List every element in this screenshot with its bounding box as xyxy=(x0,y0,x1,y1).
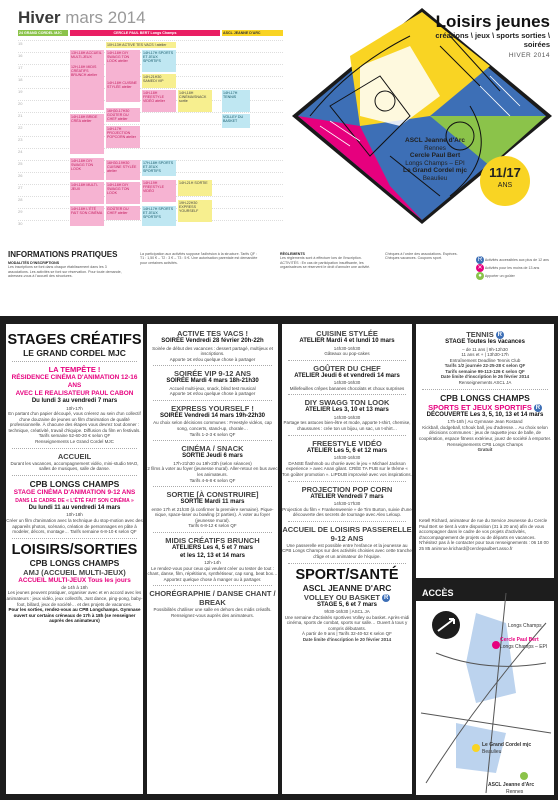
day-label: 24 xyxy=(18,149,23,154)
info-col-1 xyxy=(8,261,126,279)
gouter-line: ATELIER Jeudi 6 et vendredi 14 mars xyxy=(294,372,400,379)
schedule-block: 14H-17H SPORTS ET JEUX SPORTIFS xyxy=(142,50,176,72)
midi-line: ATELIERS Les 4, 5 et 7 mars xyxy=(172,545,253,551)
panel-ateliers xyxy=(282,324,412,794)
divider xyxy=(422,389,548,390)
freestyle-text: DANSE flashmob ou chorée avec le jeu « Michael Jackson experience » avec Anan gilant. CRÉE TA PUB sur le thème « Ton goûter promotion ». LIPDUB improvisé avec vos inspirations. xyxy=(282,460,412,477)
express-text: Au choix selon décisions communes : Freestyle vidéos, cap song, concerts, stand-up, chorale… xyxy=(153,420,272,432)
divider xyxy=(153,440,272,441)
residence-contact: Renseignements Le Grand Cordel MJC xyxy=(35,439,114,445)
tennis-title-text: TENNIS xyxy=(466,330,494,339)
day-label: 25 xyxy=(18,161,23,166)
divider xyxy=(12,538,137,539)
volley-hours: 9h30-16h30 | ASCL JA xyxy=(324,609,370,615)
org-ascl-city: Rennes xyxy=(424,144,446,152)
divider xyxy=(288,563,406,564)
access-title: ACCÈS xyxy=(422,588,454,598)
legend-1: Activités accessibles aux plus de 12 ans xyxy=(484,257,549,262)
legend-3: Apporter un goûter xyxy=(484,273,515,278)
schedule-block: 14H-18H BRIDE CRÉA atelier xyxy=(70,114,104,154)
legend-2: Activités pour les moins de 13 ans xyxy=(484,265,540,270)
schedule-block: 12H-18H MIDIS CRÉATIFS BRUNCH atelier xyxy=(70,64,104,86)
day-label: 19 xyxy=(18,89,23,94)
residence-title: RÉSIDENCE CINÉMA D'ANIMATION 12-16 ANS xyxy=(11,374,138,389)
amj-text: Les jeunes peuvent pratiquer, organiser avec et en accord avec les animateurs : jeux vidéo, jeux collectifs, Just dance, ping-pong, baby-foot, billard, jeux de société… et des projets de vacances. xyxy=(6,590,143,607)
divider xyxy=(12,361,137,362)
stage-anim-hours: 10h-18h xyxy=(66,512,83,518)
day-label: 21 xyxy=(18,113,23,118)
cpb-title-2: CPB LONGS CHAMPS xyxy=(440,392,530,403)
divider xyxy=(288,394,406,395)
choreo-text: Possibilités d'utiliser une salle en dehors des midis créatifs. Renseignez-vous auprès des animateurs. xyxy=(153,607,272,618)
accueil-text: Durant les vacances, accompagnement vidéo, mini-studio MAO, salles de musiques, salle de danse. xyxy=(10,460,139,472)
tennis-title xyxy=(416,330,554,339)
schedule-block: 14H-21H SORTIE xyxy=(178,180,212,196)
cinema-hours: 17h-21h30 ou 19h-23h (selon séances) xyxy=(173,460,252,466)
sjs-line: DÉCOUVERTE Les 3, 5, 10, 13 et 14 mars xyxy=(426,411,544,418)
day-line xyxy=(18,148,283,149)
legend-x-icon: ✕ xyxy=(477,265,483,271)
volley-title-text: VOLLEY OU BASKET xyxy=(303,592,381,602)
schedule-block: 14H-19H FREESTYLE VIDÉO xyxy=(142,180,176,202)
residence-tarif: Tarifs semaine 52-60-20 € selon QF xyxy=(38,433,111,439)
org-mjc-sub: Beaulieu xyxy=(422,174,448,182)
gouter-title: GOÛTER DU CHEF xyxy=(313,363,381,373)
info-col-3-heading: RÈGLEMENTS xyxy=(280,252,305,256)
sjs-hours: 17h-18h | Au Gymnase Jean Rostand xyxy=(447,419,523,425)
diy-line: ATELIER Les 3, 10 et 13 mars xyxy=(305,407,389,414)
amj-title: AMJ (ACCUEIL MULTI-JEUX) xyxy=(23,567,126,577)
diy-title: DIY SWAGG TON LOOK xyxy=(304,398,390,408)
tempete-title: LA TEMPÊTE ! xyxy=(48,365,101,374)
cinema-title: CINÉMA / SNACK xyxy=(181,444,244,454)
volley-title xyxy=(282,593,412,602)
day-label: 22 xyxy=(18,125,23,130)
sjs-tarif: Gratuit xyxy=(477,447,493,453)
cpb-title: CPB LONGS CHAMPS xyxy=(29,478,120,489)
panel-ketell xyxy=(416,515,554,577)
midi-text: Le rendez-vous pour ceux qui veulent créer ou tester de tout : chant, danse, film, répétitions, synthétiseur, cap song, beat box… Apportez quelque chose à manger ou à partager. xyxy=(147,565,278,582)
schedule-block: 14H-18H DIY SWAGG TON LOOK xyxy=(70,158,104,180)
map-label-5: Beaulieu xyxy=(482,749,502,755)
poster-season: HIVER 2014 xyxy=(508,52,550,59)
day-label: 28 xyxy=(18,197,23,202)
panel-soirees xyxy=(147,324,278,794)
legend-r-icon: R xyxy=(477,257,483,263)
divider xyxy=(12,448,137,449)
schedule-block: 14H-18H MULTI-JEUX xyxy=(70,182,104,204)
sortie-title: SORTIE [À CONSTRUIRE] xyxy=(166,490,259,500)
map-label-4: Le Grand Cordel mjc xyxy=(482,742,532,748)
midi-line-2: et les 12, 13 et 14 mars xyxy=(179,552,246,559)
popcorn-hours: 14h30-17h30 xyxy=(333,501,361,507)
day-label: 29 xyxy=(18,209,23,214)
schedule-block: 14H-21H30 SAMEDI VIP xyxy=(142,74,176,88)
info-col-1-heading: MODALITÉS D'INSCRIPTIONS xyxy=(8,261,60,265)
avtv-line: SOIRÉE Vendredi 28 février 20h-22h xyxy=(161,338,264,344)
avtv-text: Soirée de début des vacances : dessert partagé, multijeux et inscriptions. xyxy=(152,345,273,357)
popcorn-line: ATELIER Vendredi 7 mars xyxy=(310,493,384,500)
ketell-text: Ketell Richard, animateur de rue du Service Jeunesse du Cercle Paul Bert se tient à votre disposition (31 à 20 ans) afin de vous accompagner dans le cadre de vos projets d'activités, d'accompagnement de projets ou de départs en vacances. N'hésitez pas à le contacter pour tous renseignements : 06 18 00 25 85 animrue.krichard@cerclepaulbert.asso.fr xyxy=(419,518,549,551)
schedule-grid xyxy=(18,30,283,230)
amj-bold: Pour les sorties, rendez-vous au CPB Longchamps. Gymnase ouvert sur certains créneaux de 17h à 18h (se renseigner auprès des animateurs) xyxy=(8,607,141,624)
popcorn-title: PROJECTION POP CORN xyxy=(301,484,393,494)
residence-dates: Du lundi 3 au vendredi 7 mars xyxy=(31,398,118,404)
stage-anim-title: STAGE CINÉMA D'ANIMATION 9-12 ANS xyxy=(13,488,136,496)
freestyle-line: ATELIER Les 5, 6 et 12 mars xyxy=(306,447,388,454)
residence-sub: AVEC LE REALISATEUR PAUL CABON xyxy=(15,390,134,397)
choreo-title: CHORÉGRAPHIE / DANSE CHANT / BREAK xyxy=(149,589,276,608)
volley-tarif: À partir de 9 ans | Tarifs 32-40-52 € selon QF xyxy=(302,631,392,637)
schedule-block: 14H-17H TENNIS xyxy=(222,90,250,112)
stage-anim-dates: Du lundi 11 au vendredi 14 mars xyxy=(28,504,121,511)
schedule-block: 14H-18H CUISINE STYLÉE atelier xyxy=(106,80,140,102)
season-label: Hiver xyxy=(18,8,61,27)
passerelle-title: ACCUEIL DE LOISIRS PASSERELLE 9-12 ANS xyxy=(282,524,412,543)
gouter-hours: 14h30-16h30 xyxy=(333,380,361,386)
r-badge-icon: R xyxy=(497,332,502,339)
loisirs-title: LOISIRS/SORTIES xyxy=(11,541,138,558)
org-cpb: Cercle Paul Bert xyxy=(409,152,461,159)
divider xyxy=(288,435,406,436)
sjs-title xyxy=(416,403,554,412)
amj-line: ACCUEIL MULTI-JEUX Tous les jours xyxy=(18,576,131,584)
express-title: EXPRESS YOURSELF ! xyxy=(171,403,254,413)
tennis-line: STAGE Toutes les vacances xyxy=(445,339,525,346)
accueil-title: ACCUEIL xyxy=(57,451,92,461)
map-label-3: Longs Champs – EPI xyxy=(500,644,548,650)
schedule-header-mjc: 24 GRAND CORDEL MJC xyxy=(18,30,68,36)
express-line: SOIRÉE Vendredi 14 mars 19h-22h30 xyxy=(159,412,266,419)
schedule-block: 14H-18H DIY SWAGG TON LOOK atelier xyxy=(106,50,140,80)
cuisine-title: CUISINE STYLÉE xyxy=(316,329,378,338)
info-col-2: La participation aux activités suppose l'adhésion à la structure. Tarifs QF : T1 : 1,50 € – T2 : 3 € – T3 : 5 €. Une autorisation parentale est demandée pour certaines activités. xyxy=(140,252,258,265)
org-mjc: Le Grand Cordel mjc xyxy=(403,167,467,174)
vip-title: SOIRÉE VIP 9-12 ANS xyxy=(173,369,252,379)
map-svg xyxy=(416,583,554,795)
schedule-block: 14H-18H L'ÉTÉ FAIT SON CINÉMA xyxy=(70,206,104,226)
age-badge xyxy=(480,156,530,206)
divider xyxy=(153,365,272,366)
freestyle-hours: 14h30-16h30 xyxy=(333,455,361,461)
sjs-title-text: SPORTS ET JEUX SPORTIFS xyxy=(428,402,532,412)
tennis-note: Entraînement Deadline Tennis Club xyxy=(449,357,521,363)
info-col-3 xyxy=(280,252,375,270)
day-label: 26 xyxy=(18,173,23,178)
cuisine-text: Gâteaux ou pop-cakes xyxy=(324,351,370,357)
org-ascl: ASCL Jeanne d'Arc xyxy=(405,137,465,144)
schedule-block: 13H-18H ACCUEIL MULTI-JEUX xyxy=(70,50,104,110)
divider xyxy=(288,481,406,482)
divider xyxy=(153,585,272,586)
map-label-6: ASCL Jeanne d'Arc xyxy=(488,782,535,788)
divider xyxy=(153,400,272,401)
tennis-tarif-2: Tarifs semaine 99-113-126 € selon QF xyxy=(445,368,525,374)
vip-text: Accueil multi-jeux, snack, blind test musical xyxy=(169,385,256,391)
info-col-4: Chèques à l'ordre des associations. Espèces. Chèques vacances. Coupons sport. xyxy=(385,252,458,261)
midi-title: MIDIS CRÉATIFS BRUNCH xyxy=(165,536,260,545)
day-line xyxy=(18,112,283,113)
cuisine-hours: 14h30-16h30 xyxy=(333,345,361,351)
schedule-block: 14H-17H PROJECTION POPCORN atelier xyxy=(106,126,140,148)
schedule-block: 16H30-17H30 GOÛTER DU CHEF atelier xyxy=(106,108,140,122)
month-label: mars 2014 xyxy=(65,8,146,27)
sport-title: SPORT/SANTÉ xyxy=(295,566,399,583)
sortie-text: entre 17h et 21h30 (à confirmer la première semaine). Pique-nique, space-laser ou bowling (2 parties). À voter au foyer (jeunesse mural). xyxy=(151,506,274,523)
cinema-text: 2 films à voter au foyer (jeunesse mural). Aller-retour en bus avec les animateurs. xyxy=(147,466,278,477)
popcorn-text: Projection du film « Frankenweenie » de Tim Burton, suivie d'une découverte des secrets de tournage avec Alex Leloup. xyxy=(282,506,412,518)
map-pin-cpb xyxy=(492,641,500,649)
schedule-block: GOÛTER DU CHEF atelier xyxy=(106,206,140,220)
schedule-block: 14H-18H CINÉMA/SNACK sortie xyxy=(178,90,212,112)
tennis-contact: Renseignements ASCL JA xyxy=(458,380,512,386)
day-label: 18 xyxy=(18,77,23,82)
schedule-header-cpb: CERCLE PAUL BERT Longs Champs xyxy=(70,30,220,36)
day-line xyxy=(18,88,283,89)
info-legend xyxy=(476,256,556,280)
org-cpb-sub: Longs Champs – EPI xyxy=(405,159,465,167)
diy-text: Partage tes astuces bien-être et mode, apporte t-shirt, chemise, chaussures : crée ton un bijou, un sac, un t-shirt… xyxy=(283,420,411,432)
access-map xyxy=(416,583,554,795)
schedule-block: 19H-22H30 EXPRESS YOURSELF xyxy=(178,200,212,222)
legend-snack-icon: ● xyxy=(476,272,484,280)
schedule-block: 16H30-19H30 CUISINE STYLÉE atelier xyxy=(106,160,140,180)
sortie-line: SORTIE Mardi 11 mars xyxy=(180,499,245,506)
schedule-block: VOLLEY DU BASKET xyxy=(222,114,250,128)
age-unit: ANS xyxy=(497,182,513,189)
sortie-tarif: Tarifs 6-8-12 € selon QF xyxy=(188,523,237,529)
tennis-sub-1: – de 11 ans | 9h-12h30 xyxy=(462,346,508,352)
day-line xyxy=(18,40,283,41)
info-col-3-text: Les règlements sont à effectuer lors de l'inscription. ACTIVITÉS : En cas de participation insuffisante, les organisateurs se réservent le droit d'annuler une activité. xyxy=(280,256,371,270)
sport-venue: ASCL JEANNE D'ARC xyxy=(302,582,392,593)
diy-hours: 14h30-16h30 xyxy=(333,414,361,420)
volley-line: STAGE 5, 6 et 7 mars xyxy=(317,601,377,608)
cinema-tarif: Tarifs 4-6-8 € selon QF xyxy=(189,477,236,483)
volley-date: Date limite d'inscription le 20 février 2014 xyxy=(302,637,392,643)
day-label: 17 xyxy=(18,65,23,70)
divider xyxy=(288,360,406,361)
vip-tarif: Apporte 1€ et/ou quelque chose à partager xyxy=(169,391,256,397)
avtv-tarif: Apporte 1€ et/ou quelque chose à partager xyxy=(169,356,256,362)
divider xyxy=(153,486,272,487)
day-label: 15 xyxy=(18,41,23,46)
day-label: 23 xyxy=(18,137,23,142)
schedule-header-ascl: ASCL JEANNE D'ARC xyxy=(222,30,283,36)
map-label-7: Rennes xyxy=(506,789,524,795)
age-range: 11/17 xyxy=(489,165,521,180)
page-title xyxy=(18,8,146,28)
day-label: 20 xyxy=(18,101,23,106)
freestyle-title: FREESTYLE VIDÉO xyxy=(312,438,382,448)
loisirs-venue: CPB LONGS CHAMPS xyxy=(29,557,120,568)
cuisine-line: ATELIER Mardi 4 et lundi 10 mars xyxy=(299,338,395,344)
poster-title: Loisirs jeunes xyxy=(435,12,550,31)
day-label: 16 xyxy=(18,53,23,58)
schedule-block: 14H-18H FREESTYLE VIDÉO atelier xyxy=(142,90,176,112)
volley-text: Une semaine d'activités sportives Volley ou basket. Après-midi cinéma, sports de combat, sports sur salle… Ouvert à tous y compris débutants. xyxy=(284,614,410,631)
map-pin-ascl xyxy=(520,772,528,780)
midi-hours: 12h-14h xyxy=(204,560,221,565)
divider xyxy=(153,532,272,533)
sjs-text: Kickball, dodgeball, tchouk ball, jeu d'adresse… Au choix selon décisions communes : jeux de raquette jeux de balle, de coopération, espace fitness extérieur, jouez de société à emporter. xyxy=(418,424,552,441)
panel-stages-creatifs xyxy=(6,324,143,794)
schedule-block: 10H-13H ACTIVE TES VACS ! atelier xyxy=(106,42,176,48)
schedule-block: 14H-18H DIY SWAGG TON LOOK xyxy=(106,182,140,204)
gouter-text: Millefeuilles crêpes bananes chocolats et choux surprises xyxy=(289,385,405,391)
map-label-2: Cercle Paul Bert xyxy=(500,637,539,643)
r-badge-icon: R xyxy=(383,594,389,601)
residence-text: En partant d'un papier découpé, vous créerez au sein d'un collectif d'une douzaine de jeunes un film d'animation de qualité professionnelle. À chacune des étapes vous devrez tout donner : technique, créativité, travail d'équipe. Diffusion du film en festivals. xyxy=(8,411,141,433)
r-badge-icon: R xyxy=(535,404,541,411)
amj-hours: de 14h à 18h xyxy=(61,584,88,590)
poster-subtitle: créations \ jeux \ sports sorties \ soirées xyxy=(435,31,550,49)
map-label-1: Longs Champs xyxy=(508,623,542,629)
day-label: 27 xyxy=(18,185,23,190)
tennis-sub-2: 11 ans et + | 13h30-17h xyxy=(461,352,509,358)
residence-hours: 10h-17h xyxy=(66,405,83,411)
info-col-1-text: Les inscriptions se font dans chaque établissement dans les 3 associations. Les activités se font sur réservation. Pour toute demande, adressez-vous à l'accueil des structures. xyxy=(8,265,122,279)
divider xyxy=(12,475,137,476)
stage-anim-text: Créer un film d'animation avec la technique du stop-motion avec des appareils photos, scénario, création de personnages en pâte à modeler, décors, montage… Tarifs semaine 6-8-10 € selon QF xyxy=(6,517,143,535)
sjs-contact: Renseignements CPB Longs Champs xyxy=(447,441,523,447)
cinema-line: SORTIE Jeudi 6 mars xyxy=(182,453,243,460)
schedule-block: 14H-17H SPORTS ET JEUX SPORTIFS xyxy=(142,206,176,226)
day-label: 30 xyxy=(18,221,23,226)
avtv-title: ACTIVE TES VACS ! xyxy=(176,329,249,338)
tennis-tarif: Tarifs 1/2 journée 22-25-28 € selon QF xyxy=(444,363,526,369)
schedule-block: 17H-18H SPORTS ET JEUX SPORTIFS xyxy=(142,160,176,176)
express-tarif: Tarifs 1-2-3 € selon QF xyxy=(189,431,236,437)
passerelle-text: Une passerelle est possible entre l'enfance et la jeunesse au CPB Longs Champs sur des activités choisies avec cette tranche d'âge et un animateur de l'équipe. xyxy=(282,542,412,559)
stages-title: STAGES CRÉATIFS xyxy=(7,332,142,348)
map-pin-mjc xyxy=(472,744,480,752)
stages-venue: LE GRAND CORDEL MJC xyxy=(23,348,126,358)
organizers xyxy=(385,137,485,182)
stage-anim-sub: DANS LE CADRE DE « L'ÉTÉ FAIT SON CINÉMA » xyxy=(15,497,134,504)
divider xyxy=(288,521,406,522)
info-title: INFORMATIONS PRATIQUES xyxy=(8,250,118,259)
day-line xyxy=(18,136,283,137)
vip-line: SOIRÉE Mardi 4 mars 18h-21h30 xyxy=(166,378,259,385)
tennis-date: Date limite d'inscription le 26 février 2014 xyxy=(440,374,530,380)
